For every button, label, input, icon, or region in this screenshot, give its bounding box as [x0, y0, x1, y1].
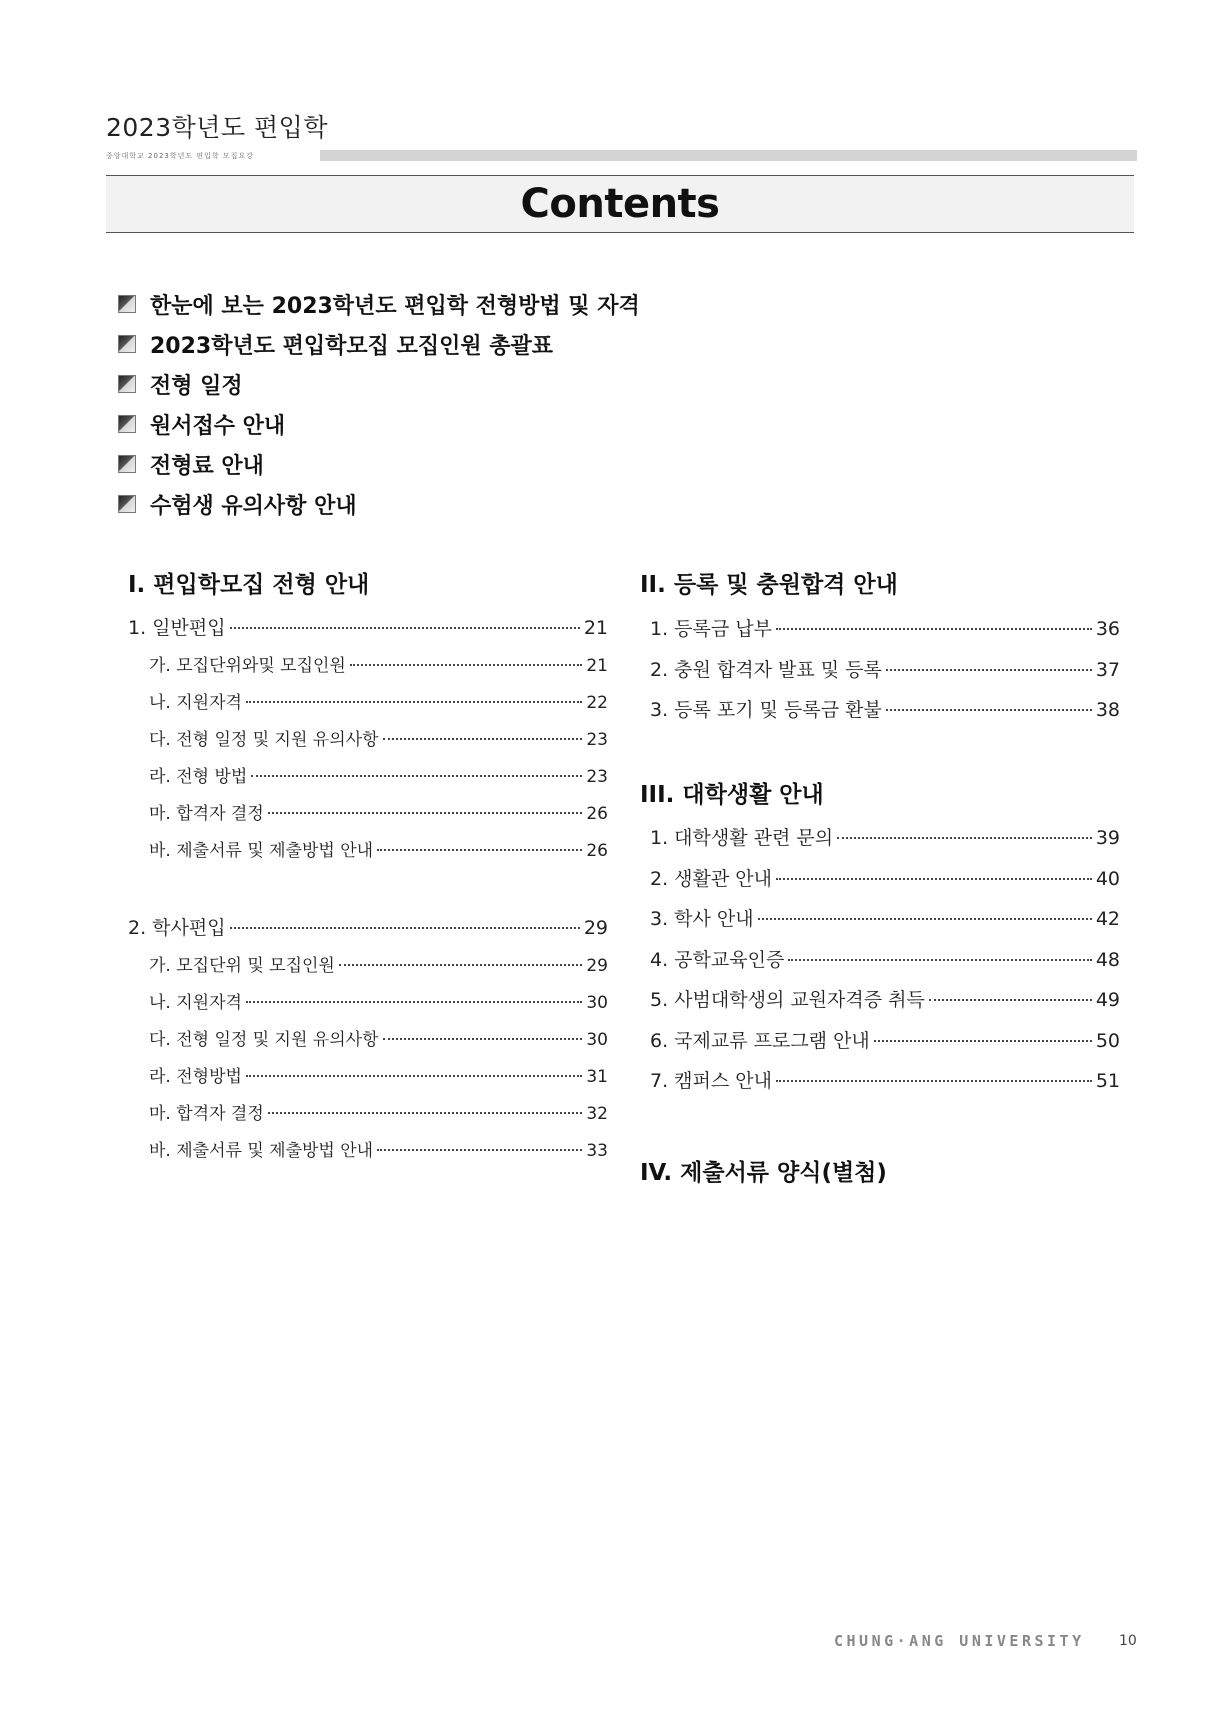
toc-entry-page: 22	[586, 693, 608, 713]
toc-entry-page: 29	[586, 956, 608, 976]
dot-leader	[268, 812, 583, 814]
toc-entry[interactable]	[650, 609, 1120, 650]
toc-entry-page: 39	[1095, 827, 1120, 849]
summary-item[interactable]	[118, 364, 640, 404]
toc-entry[interactable]	[650, 859, 1120, 900]
toc-subentry[interactable]	[128, 796, 608, 833]
dot-leader	[874, 1040, 1092, 1042]
toc-entry-page: 21	[583, 617, 608, 639]
toc-entry-page: 31	[586, 1067, 608, 1087]
dot-leader	[350, 664, 583, 666]
toc-entry[interactable]	[650, 1021, 1120, 1062]
square-bullet-icon	[118, 455, 136, 473]
section-title-4[interactable]: IV. 제출서류 양식(별첨)	[640, 1160, 887, 1186]
toc-entry-label: 다. 전형 일정 및 지원 유의사항	[149, 730, 379, 750]
section-1-entries	[128, 608, 608, 1170]
toc-entry[interactable]	[650, 899, 1120, 940]
toc-entry-label: 6. 국제교류 프로그램 안내	[650, 1029, 870, 1052]
toc-entry-label: 4. 공학교육인증	[650, 948, 785, 971]
summary-item-label: 2023학년도 편입학모집 모집인원 총괄표	[150, 333, 553, 359]
section-title-1: I. 편입학모집 전형 안내	[128, 572, 370, 598]
toc-entry[interactable]	[128, 608, 608, 648]
toc-entry-label: 3. 등록 포기 및 등록금 환불	[650, 699, 882, 721]
dot-leader	[246, 1001, 582, 1003]
toc-subentry[interactable]	[128, 833, 608, 870]
dot-leader	[377, 1149, 582, 1151]
toc-subentry[interactable]	[128, 1022, 608, 1059]
page-title: Contents	[520, 181, 720, 227]
toc-entry-page: 36	[1095, 618, 1120, 640]
toc-entry-label: 1. 등록금 납부	[650, 618, 772, 640]
dot-leader	[377, 849, 582, 851]
toc-subentry[interactable]	[128, 1096, 608, 1133]
section-title-2: II. 등록 및 충원합격 안내	[640, 572, 898, 598]
section-3-entries	[650, 818, 1120, 1102]
toc-entry-label: 가. 모집단위와및 모집인원	[149, 656, 346, 676]
toc-entry-label: 라. 전형방법	[149, 1067, 242, 1087]
toc-subentry[interactable]	[128, 985, 608, 1022]
square-bullet-icon	[118, 495, 136, 513]
toc-entry-label: 바. 제출서류 및 제출방법 안내	[149, 1141, 374, 1161]
page-number: 10	[1119, 1633, 1137, 1649]
summary-item[interactable]	[118, 404, 640, 444]
dot-leader	[383, 738, 583, 740]
section-2-entries	[650, 609, 1120, 731]
toc-entry[interactable]	[650, 1061, 1120, 1102]
toc-entry-page: 30	[586, 993, 608, 1013]
dot-leader	[788, 959, 1092, 961]
toc-entry-label: 나. 지원자격	[149, 993, 242, 1013]
dot-leader	[251, 775, 582, 777]
toc-entry-page: 29	[583, 917, 608, 939]
toc-entry-page: 21	[586, 656, 608, 676]
toc-entry-page: 37	[1095, 658, 1120, 681]
dot-leader	[776, 628, 1092, 630]
toc-entry-label: 2. 생활관 안내	[650, 867, 772, 890]
toc-entry-label: 1. 대학생활 관련 문의	[650, 827, 834, 849]
header-rule	[320, 150, 1137, 161]
dot-leader	[886, 669, 1092, 671]
summary-item[interactable]	[118, 324, 640, 364]
toc-entry-page: 50	[1095, 1029, 1120, 1052]
toc-entry[interactable]	[650, 818, 1120, 859]
toc-entry[interactable]	[650, 940, 1120, 981]
header-title: 2023학년도 편입학	[106, 113, 328, 142]
dot-leader	[246, 701, 582, 703]
toc-subentry[interactable]	[128, 1059, 608, 1096]
toc-entry-label: 바. 제출서류 및 제출방법 안내	[149, 841, 374, 861]
square-bullet-icon	[118, 335, 136, 353]
summary-item-label: 원서접수 안내	[150, 413, 286, 439]
toc-subentry[interactable]	[128, 1133, 608, 1170]
toc-entry-page: 26	[586, 841, 608, 861]
toc-entry-page: 42	[1095, 908, 1120, 930]
toc-entry[interactable]	[650, 650, 1120, 691]
dot-leader	[929, 999, 1092, 1001]
dot-leader	[230, 627, 580, 629]
toc-entry-label: 다. 전형 일정 및 지원 유의사항	[149, 1030, 379, 1050]
dot-leader	[383, 1038, 583, 1040]
university-wordmark: CHUNG·ANG UNIVERSITY	[834, 1632, 1085, 1650]
toc-entry[interactable]	[128, 908, 608, 948]
summary-item-label: 수험생 유의사항 안내	[150, 493, 357, 519]
toc-entry-page: 33	[586, 1141, 608, 1161]
square-bullet-icon	[118, 375, 136, 393]
toc-subentry[interactable]	[128, 759, 608, 796]
toc-entry-page: 40	[1095, 867, 1120, 890]
toc-entry-label: 1. 일반편입	[128, 617, 226, 639]
dot-leader	[230, 927, 580, 929]
toc-subentry[interactable]	[128, 948, 608, 985]
toc-subentry[interactable]	[128, 722, 608, 759]
toc-entry-page: 49	[1095, 989, 1120, 1011]
toc-entry-page: 51	[1095, 1070, 1120, 1092]
square-bullet-icon	[118, 295, 136, 313]
dot-leader	[776, 1080, 1092, 1082]
toc-entry-label: 2. 학사편입	[128, 917, 226, 939]
dot-leader	[758, 918, 1092, 920]
section-title-3: III. 대학생활 안내	[640, 782, 824, 808]
toc-entry[interactable]	[650, 980, 1120, 1021]
toc-entry-label: 2. 충원 합격자 발표 및 등록	[650, 658, 882, 681]
toc-entry-page: 23	[586, 767, 608, 787]
toc-entry-label: 3. 학사 안내	[650, 908, 754, 930]
toc-entry-label: 나. 지원자격	[149, 693, 242, 713]
toc-subentry[interactable]	[128, 648, 608, 685]
summary-item-label: 전형료 안내	[150, 453, 264, 479]
dot-leader	[339, 964, 583, 966]
toc-entry-page: 26	[586, 804, 608, 824]
toc-entry-page: 23	[586, 730, 608, 750]
square-bullet-icon	[118, 415, 136, 433]
toc-entry-label: 라. 전형 방법	[149, 767, 248, 787]
toc-entry-page: 32	[586, 1104, 608, 1124]
toc-entry-label: 7. 캠퍼스 안내	[650, 1070, 772, 1092]
toc-entry[interactable]	[650, 690, 1120, 731]
dot-leader	[268, 1112, 583, 1114]
summary-list	[118, 284, 640, 524]
toc-entry-label: 가. 모집단위 및 모집인원	[149, 956, 335, 976]
toc-entry-label: 마. 합격자 결정	[149, 1104, 264, 1124]
dot-leader	[837, 837, 1092, 839]
toc-entry-page: 38	[1095, 699, 1120, 721]
group-spacer	[128, 870, 608, 908]
dot-leader	[886, 709, 1092, 711]
summary-item[interactable]	[118, 444, 640, 484]
toc-entry-page: 30	[586, 1030, 608, 1050]
summary-item-label: 전형 일정	[150, 373, 243, 399]
summary-item[interactable]	[118, 484, 640, 524]
toc-entry-label: 마. 합격자 결정	[149, 804, 264, 824]
toc-subentry[interactable]	[128, 685, 608, 722]
header-subtitle: 중앙대학교 2023학년도 편입학 모집요강	[106, 152, 254, 160]
dot-leader	[246, 1075, 582, 1077]
toc-entry-label: 5. 사범대학생의 교원자격증 취득	[650, 989, 925, 1011]
summary-item[interactable]	[118, 284, 640, 324]
contents-banner	[106, 175, 1134, 233]
summary-item-label: 한눈에 보는 2023학년도 편입학 전형방법 및 자격	[150, 293, 640, 319]
toc-entry-page: 48	[1095, 948, 1120, 971]
dot-leader	[776, 878, 1092, 880]
